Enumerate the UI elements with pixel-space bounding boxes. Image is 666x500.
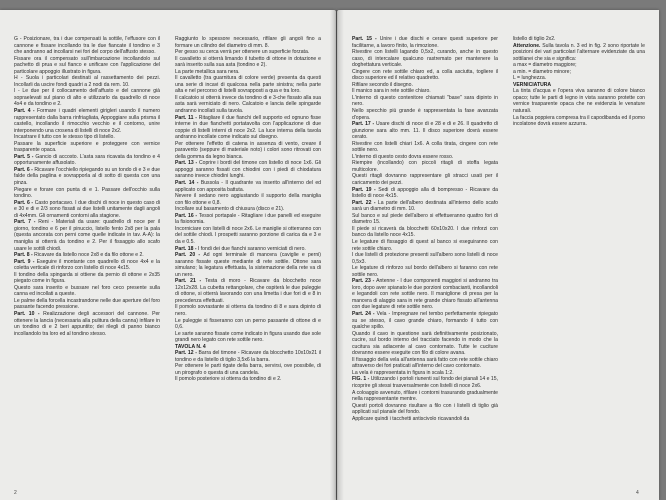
paragraph: Part. 4 - Formare i quadri elementi girigleri usando il numero rappresentato dalla barra rinfriagliata, Appoggiare sulla prisma il castello, incollando il rimocchio vecchio e il contorno, unire interponendo una crosena di listelli di noce 2x2.: [14, 108, 160, 134]
left-page-column-1: [14, 36, 160, 337]
page-number-right: 4: [636, 490, 639, 496]
paragraph: Part. 8 - Ricavare da listello noce 2x8 e da filo ottone e 2.: [14, 252, 144, 259]
paragraph: Part. 15 - Unire i due dischi e cerare questi superiore per facilitarne, a lavoro finito, la rimozione.: [352, 36, 499, 49]
paragraph: Nello specchio più grande è rappresentata la fase avanzata d'opera.: [352, 108, 498, 121]
paragraph: La tinta d'acqua e l'opera viva saranno di colore bianco opaco; tutte le parti di legno in vista saranno protette con vernice trasparente opaca che ne evidenzia le venature naturali.: [513, 88, 645, 115]
paragraph: Sul banco e sul piede dell'albero si effettueranno quattro fori di diametro 15.: [352, 212, 498, 226]
paragraph: Part. 19 - Sedi di appoggio alla di bompresso - Ricavare da listello di noce 4x15.: [352, 186, 499, 200]
paragraph: Part. 21 - Testa di moro - Ricavare da blocchetto noce 12x12x28. La cubetta rettangolare, che ospiterà le due puleggie di ottone, si otterrà lavorando con una limetta i due fori di e 8 in precedenza effettuati.: [175, 278, 321, 304]
paragraph: I - Le due per il collocamento dell'affusto e del cannone già sopraelevati sul piano di alto e utilizzarlo da quadrello di noce 4x4 e da tondino e 2.: [14, 88, 160, 108]
paragraph: Per ottenere le parti rigate della barra, servirsi, ove possibile, di un pirografo o questa di una candela.: [175, 363, 321, 376]
paragraph: Le sarte saranno fissate come indicato in figura usando due sole grandi nero legato con rete sottile nero.: [175, 330, 321, 344]
paragraph: Questo sara inserito e bussare nel foro ceco presente sulla canna ed incollati a queste.: [14, 284, 160, 298]
paragraph: Quando il cavo in questione sarà definitivamente posizionato, cucire, sul bordo interno del tracciato facendo in modo che la cucitura sia adiacente al cavo contornato. Tutte le cuciture dovranno essere eseguite con filo di colore avana.: [352, 330, 498, 357]
paragraph: TAVOLA N. 4: [175, 343, 206, 350]
paragraph: Raggiunto lo spessore necessario, rifilare gli angoli fino a formare un cilindro del diametro di mm. 8.: [175, 36, 321, 49]
paragraph: Il cavalletto si otterrà limando il tubetto di ottone in dotazione e sarà inserito sulla sua asta (tondino e 2).: [175, 55, 321, 69]
right-page-column-1: [352, 36, 498, 422]
paragraph: Attenzione. Sulla tavola n. 3 ed in fig. 2 sono riportate le posizioni dei vari particolari l'alternare evidenziate da una sottilanei che sia e significa:: [513, 42, 645, 62]
paragraph: Questi ritagli dovranno rappresentare gli stracci usati per il caricamento dei pezzi.: [352, 173, 498, 187]
paragraph: Part. 23 - Antenne - I due componenti maggiori si andranno tra loro, dopo aver spianato le due porzioni combacianti, incollandoli e legandoli con rete sottile nero. Il maniglione di presa per la manovra di alaggio sara in rete grande chiaro fissato all'antenna con due legature di rete sottile nero.: [352, 278, 498, 311]
paragraph: Il calcatoio si otterrà invece da tondino di e 3-che fissato alla sua asta sarà verniciato di nero. Calcatoio e lancia delle spingarde andranno incollati sulla tavola.: [175, 94, 321, 115]
paragraph: Part. 10 - Realizzazione degli accessori del cannone. Per ottenere la lancia (necessaria alla pulitura della canna) infilare in un tondino di e 2 beri appuntito; dei rilegli di panno bianco incollandolo tra loro ed al tondino stesso.: [14, 310, 161, 337]
left-page: [0, 10, 336, 500]
paragraph: La faccia poppiera compresa tra il capodibanda ed il pomo incolatone dovrà essere azzurra.: [513, 114, 645, 128]
paragraph: Incastrare il tutto con le stesso tipo di listello.: [14, 134, 115, 141]
paragraph: Le palme della forcella incastrandone nelle due aperture del foro passante facendo pressione.: [14, 297, 160, 311]
paragraph: Rifilare secondo il disegno.: [352, 81, 413, 88]
paragraph: L'interno di questo cesto dovra essere rosso.: [352, 153, 454, 160]
paragraph: Cingere con rete sottile chiaro ed, a colla asciutta, togliere il disco superiore ed il relativo quadretto.: [352, 68, 498, 82]
right-page-column-2: [513, 36, 645, 128]
paragraph: Piegare e forare con punta di e 1. Passare dell'occhio sulla tondino.: [14, 186, 160, 200]
paragraph: Questi portoli dovranno risultare a filo con i listelli di tiglio già applicati sul pianale del fondo.: [352, 402, 498, 416]
paragraph: Il cavalletto (tra guarnitura di colore verde) presenta da questi una serie di incavi di qualcosa nella parte sinistra; nella parte alta e nel percorso di listelli sovrapposti a qua e tra loro.: [175, 75, 321, 95]
paragraph: a min. = diametro minore;: [513, 68, 571, 75]
paragraph: Per gesso su cerca verrà per ottenere un superficie forzata.: [175, 49, 310, 56]
paragraph: Part. 18 - I fondi dei due fianchi saranno verniciati di nero.: [175, 245, 306, 252]
paragraph: Part. 17 - Usare dischi di noce di e 28 e di e 26. Il quadretto di giunzione sara alto mm. 11. Il disco superiore dovrà essere cerato.: [352, 121, 498, 141]
paragraph: Passare la superficie superiore e proteggere con vernice trasparente opaca.: [14, 140, 160, 154]
paragraph: VERNICIATURA: [513, 81, 552, 88]
paragraph: Incollare sul basamento di chiusura (disco e 21).: [175, 206, 285, 213]
paragraph: Part. 22 - La parte dell'albero destinata all'interno dello scafo sarà un diametro di mm. 10.: [352, 199, 498, 213]
paragraph: Le legature di fissaggio di quest al banco si eseguiranno con rete sottile chiaro.: [352, 238, 498, 252]
paragraph: G - Posizionare, tra i due compensati la sottile, l'effusore con il cannone e fissare incollando tra le due fiancate il tondino e 3 che andranno ad incollarsi nei fori del corpo dell'affusto stesso.: [14, 36, 160, 56]
paragraph: Riempire (incollando) con piccoli ritagli di stoffa legata multicolore.: [352, 160, 498, 173]
paragraph: Rivestire con listelli lagando 0,5x2, curando, anche in questo caso, di intercalare qualcuno rastremato per mantenere la doghettatura verticale.: [352, 49, 498, 69]
paragraph: FIG. 1 - Utilizzando i portoli riunenti sul fondo dei pianali 14 e 15, ricoprire gli stessi trasversalmente con listelli di noce 2x6.: [352, 376, 498, 389]
paragraph: Part. 6 - Casto portacavo. I due dischi di noce in questo caso di e 30 e di e 2/3 sono fissati ai due listelli unitamente dagli angoli di 4x4mm. Gli ornamenti contorni alla stagione.: [14, 199, 160, 219]
paragraph: Il pomolo posteriore si otterra da tondino di e 2.: [175, 376, 282, 383]
paragraph: a max = diametro maggiore;: [513, 62, 577, 69]
paragraph: Part. 5 - Gancio di accosto. L'asta sara ricavata da tondino e 4 opportunamente affusolato.: [14, 153, 160, 167]
paragraph: Le legature di rinforzo sul bordo dell'albero si faranno con rete sottile nero.: [352, 265, 498, 278]
paragraph: I due listelli di protezione presenti sull'albero sono listelli di noce 0,5x3.: [352, 252, 498, 265]
paragraph: Le puleggie si fisseranno con un perno passante di ottone di e 0,6.: [175, 317, 321, 331]
paragraph: Fissare ora il compensato sull'imbarcazione incollandolo sul pachetto di prua e sul fianco e unificare con l'applicazione del particolare appoggio illustrato in figura.: [14, 55, 160, 75]
paragraph: Il fissaggio della vela all'antenna sarà fatto con rete sottile chiaro attraverso dei fori praticati all'interno del cavo contornato.: [352, 356, 498, 370]
paragraph: Part. 20 - Ad ogni terminale di manovra (caviglie e perni) saranno fissate queste mediante di rete sottile. Ottone sara simulano; la legatura effettuata, la sistemazione della rete va di un nero.: [175, 252, 321, 278]
paragraph: Part. 11 - Ritagliare il due fianchi dell supporto ed ognuno fisse interne in due fianchetti portatavolta con l'applicazione di due coppie di listelli interni di noce 2x2. La luce interna della tavola andranno incollate come indicato sul disegno.: [175, 114, 321, 141]
paragraph: Part. 12 - Barra del timone - Ricavare da blocchetto 10x10x21 il tondino e da listello di tiglio 3,5x6 la barra.: [175, 350, 321, 363]
paragraph: A coloaggio avvenuto, rifilare i contorni trasurando gradualmente nella rappresentante mentre.: [352, 389, 498, 403]
paragraph: Applicare quindi i tacchetti antiscivolo ricavandoli da: [352, 415, 470, 422]
paragraph: Il pomolo sovrastante si otterra da tondino di 8 e sara dipinto di nero.: [175, 304, 321, 317]
paragraph: Per ottenere l'effetto di catena in assenza di vento, creare il paravento (seppure di materiale noto) i colori sono ritrovati con della gomma da legno bianca.: [175, 140, 321, 160]
paragraph: Il manico sara in rete sottile chiaro.: [352, 88, 431, 95]
paragraph: Incorniciare con listelli di noce 2x6. Le maniglie si otterranno con del sottile chiodi. I prospetti saranno porzione di carica da e 3 e da e 0.5.: [175, 225, 321, 245]
paragraph: Part. 16 - Tessoi portapale - Ritagliare i due panelli ed eseguire la fisionomia.: [175, 212, 321, 226]
paragraph: La parte metallica sara nera.: [175, 68, 240, 75]
book-gutter: [330, 10, 344, 500]
right-page: [337, 10, 659, 500]
paragraph: Part. 9 - Eseguire il montante con quadrello di noce 4x4 e la coletta verticale di rinforzo con listello di noce 4x15.: [14, 258, 160, 272]
paragraph: Il tondino della spingarda si ottiene da pernio di ottone e 2x35 piegato come in figura.: [14, 271, 160, 285]
paragraph: Part. 24 - Vela - Impregnare nel tembo perfettamente ripiegato su se stesso, il cavo grande chiaro, formando il tutto con qualche spillo.: [352, 310, 498, 331]
paragraph: Rivestire con listelli chiari 1x6. A colla tirata, cingere con rete sottile nero.: [352, 140, 498, 154]
paragraph: listello di tiglio 2x2.: [513, 36, 556, 42]
paragraph: Part. 6 - Ricavare l'occhiello ripiegando su un tondo di e 3 e due falde della paglina e sovrapporla al di sotto di questa con una pinza.: [14, 166, 160, 187]
paragraph: Il piede si ricaverà da blocchetti 60x10x20. I due rinforzi con banco da listello noce 4x15.: [352, 225, 498, 239]
left-page-column-2: [175, 36, 321, 383]
paragraph: Nevere il sedano nero aggiustando il supporto della maniglia con filo ottone e 0,8.: [175, 193, 321, 206]
page-number-left: 2: [14, 490, 17, 496]
paragraph: L = lunghezza.: [513, 75, 547, 82]
paragraph: Part. 7 - Reni - Materiali da usare: quadrello di noce per il giorno, tondino e 6 per il pinuccio, listello fento 2x8 per la pala (questa ancorata con perni come quelle indicate in tav. A-A): la maniglia si otterrà da tondino e 2. Per il fissaggio allo scafo usare le sottili chiodi.: [14, 219, 160, 252]
paragraph: Part. 13 - Coprire i bordi del timone con listello di noce 1x6. Gli appoggi saranno fissati con chiodini con i piedi di chiodatura saranno invece chiodini lunghi.: [175, 160, 321, 180]
paragraph: La vela è rappresentata in figura in scala 1:2.: [352, 369, 454, 376]
paragraph: Part. 14 - Bussola - Il quadrante va inserito all'interno del ed applicato con apposita battuta.: [175, 180, 321, 193]
paragraph: L'interno di questo contenitore chiamati "base" sara dipinto in nero.: [352, 94, 498, 108]
paragraph: H - Suola i particolari destinati al rassettamento dei pezzi. Incollarli da uscire fondi quadri a 2 nodi da rem. 10.: [14, 75, 160, 88]
